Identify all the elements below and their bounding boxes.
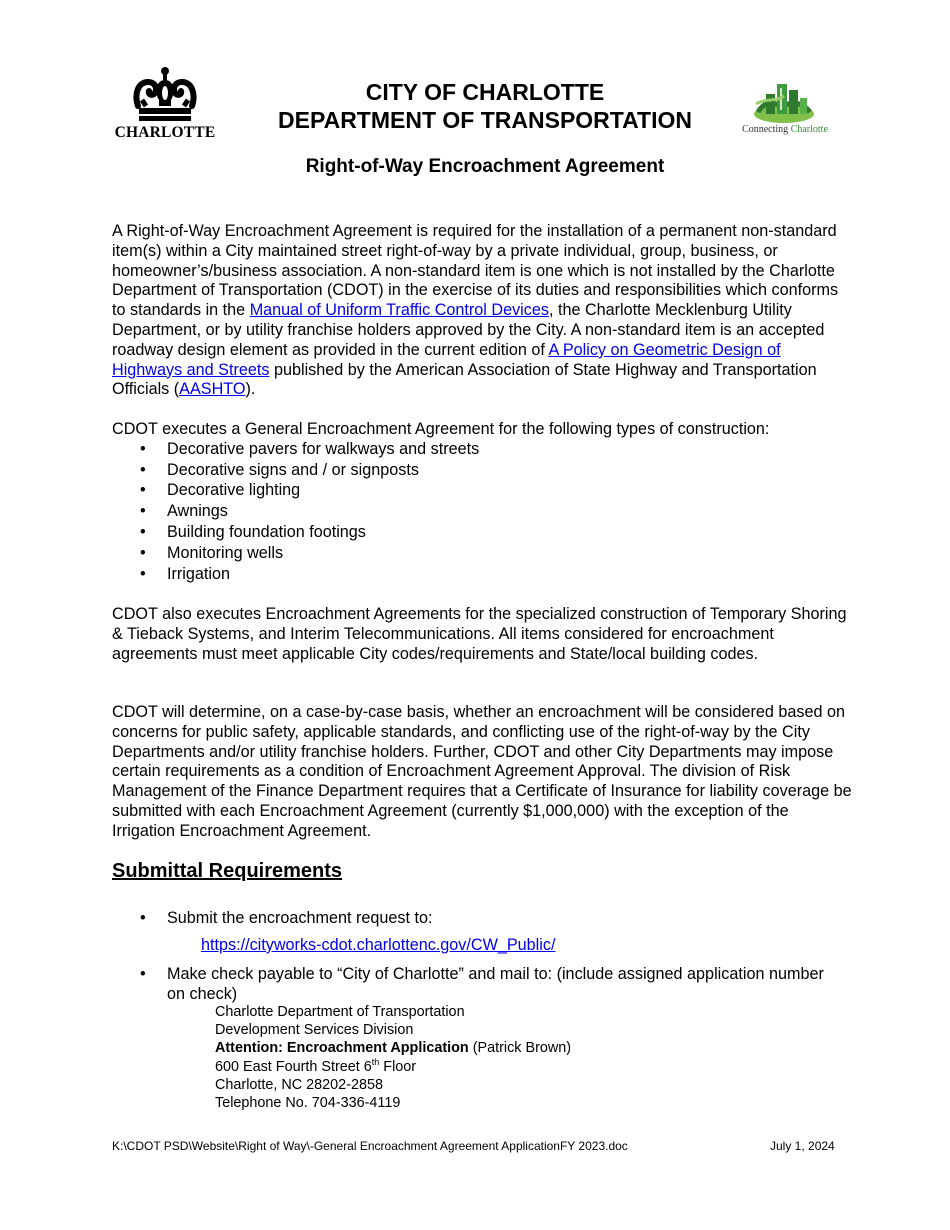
list-item: • Building foundation footings [112,523,852,544]
bullet-icon: • [140,965,146,983]
geometric-design-policy-link[interactable]: A Policy on Geometric Design of Highways and Streets [112,340,781,379]
document-page: CHARLOTTE CITY OF CHARLOTTE DEPARTMENT OF TRANSPORTATION Connecting Charlotte Right-of-Way Encroachment Agreement A Right-of-Way Encroachment Agreement is required for the installation of a permanent non-standard item(s) within a City maintained street right-of-way by a private individual, group, business, or homeowner’s/business association. A non-standard item is one which is not installed by the Charlotte Department of Transportation (CDOT) in the exercise of its duties and responsibilities which conforms to standards in the Manual of Uniform Traffic Control Devices, the Charlotte Mecklenburg Utility Department, or by utility franchise holders approved by the City. A non-standard item is an accepted roadway design element as provided in the current edition of A Policy on Geometric Design of Highways and Streets published by the American Association of State Highway and Transportation Officials (AASHTO). CDOT executes a General Encroachment Agreement for the following types of construction: • Decorative pavers for walkways and streets • Decorative signs and / or signposts • Decorative lighting • Awnings • Building foundation footings • Monitoring wells • Irrigation CDOT also executes Encroachment Agreements for the specialized construction of Temporary Shoring & Tieback Systems, and Interim Telecommunications. All items considered for encroachment agreements must meet applicable City codes/requirements and State/local building codes. CDOT will determine, on a case-by-case basis, whether an encroachment will be considered based on concerns for public safety, applicable standards, and conflicting use of the right-of-way by the City Departments and/or utility franchise holders. Further, CDOT and other City Departments may impose certain requirements as a condition of Encroachment Agreement Approval. The division of Risk Management of the Finance Department requires that a Certificate of Insurance for liability coverage be submitted with each Encroachment Agreement (currently $1,000,000) with the exception of the Irrigation Encroachment Agreement. Submittal Requirements • Submit the encroachment request to: https://cityworks-cdot.charlottenc.gov/CW_Public/ • Make check payable to “City of Charlotte” and mail to: (include assigned application number on check) Charlotte Department of Transportation Development Services Division Attention: Encroachment Application (Patrick Brown) 600 East Fourth Street 6th Floor Charlotte, NC 28202-2858 Telephone No. 704-336-4119 K:\CDOT PSD\Website\Right of Way\-General Encroachment Agreement ApplicationFY 2023.doc July 1, 2024 [0,0,950,1230]
cityworks-portal-link[interactable]: https://cityworks-cdot.charlottenc.gov/CW_Public/ [201,936,556,954]
attention-line: Attention: Encroachment Application (Patrick Brown) [215,1040,572,1057]
logo-wordmark: CHARLOTTE [114,124,216,141]
agency-name: CITY OF CHARLOTTE [365,79,605,105]
aashto-link[interactable]: AASHTO [179,380,246,399]
general-agreement-section [112,420,852,585]
street-line: 600 East Fourth Street 6th Floor [215,1056,417,1075]
mailing-address: Charlotte Department of Transportation Development Services Division Attention: Encroachment Application (Patrick Brown) 600 East Fourth Street 6th Floor Charlotte, NC 28202-2858 Telephone No. 704-336-4119 [215,1003,575,1112]
footer-file-path: K:\CDOT PSD\Website\Right of Way\-General Encroachment Agreement ApplicationFY 2023.doc [112,1139,628,1153]
specialized-agreements-paragraph: CDOT also executes Encroachment Agreements for the specialized construction of Temporary Shoring & Tieback Systems, and Interim Telecommunications. All items considered for encroachment agreements must meet applicable City codes/requirements and State/local building codes. [112,605,847,663]
footer-date: July 1, 2024 [770,1139,835,1153]
crown-icon [132,66,198,122]
bullet-icon: • [140,909,146,927]
list-item: • Awnings [112,502,852,523]
telephone-line: Telephone No. 704-336-4119 [215,1095,401,1112]
charlotte-crown-logo [112,66,218,146]
mutcd-link[interactable]: Manual of Uniform Traffic Control Devices [249,301,549,320]
list-item: • Decorative lighting [112,481,852,502]
determination-paragraph: CDOT will determine, on a case-by-case basis, whether an encroachment will be considered based on concerns for public safety, applicable standards, and conflicting use of the right-of-way by the City Departments and/or utility franchise holders. Further, CDOT and other City Departments may impose certain requirements as a condition of Encroachment Agreement Approval. The division of Risk Management of the Finance Department requires that a Certificate of Insurance for liability coverage be submitted with each Encroachment Agreement (currently $1,000,000) with the exception of the Irrigation Encroachment Agreement. [112,703,852,840]
construction-types-list [112,440,852,586]
intro-paragraph: A Right-of-Way Encroachment Agreement is required for the installation of a permanent non-standard item(s) within a City maintained street right-of-way by a private individual, group, business, or homeowner’s/business association. A non-standard item is one which is not installed by the Charlotte Department of Transportation (CDOT) in the exercise of its duties and responsibilities which conforms to standards in the Manual of Uniform Traffic Control Devices, the Charlotte Mecklenburg Utility Department, or by utility franchise holders approved by the City. A non-standard item is an accepted roadway design element as provided in the current edition of A Policy on Geometric Design of Highways and Streets published by the American Association of State Highway and Transportation Officials (AASHTO). [112,222,839,399]
list-item: • Decorative signs and / or signposts [112,461,852,482]
list-item: • Decorative pavers for walkways and streets [112,440,852,461]
department-name: DEPARTMENT OF TRANSPORTATION [278,107,692,133]
list-item: • Monitoring wells [112,544,852,565]
connecting-charlotte-logo [730,78,840,140]
document-title: Right-of-Way Encroachment Agreement [305,156,665,177]
city-skyline-icon [752,78,816,124]
general-agreement-lead: CDOT executes a General Encroachment Agreement for the following types of construction: [112,420,770,438]
list-item: • Irrigation [112,565,852,586]
submittal-requirements-heading: Submittal Requirements [112,860,343,882]
logo-tagline: Connecting Charlotte [742,124,828,135]
